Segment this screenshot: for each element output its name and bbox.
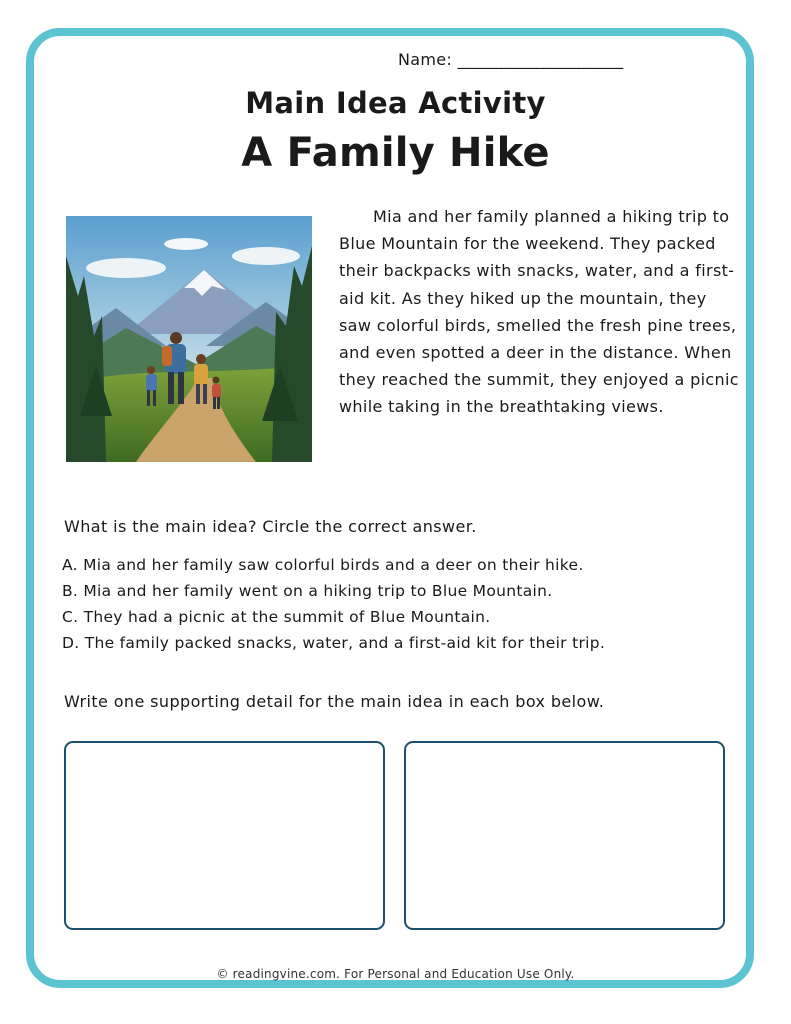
worksheet-title: A Family Hike — [241, 130, 550, 176]
option-b[interactable]: B. Mia and her family went on a hiking trip to Blue Mountain. — [62, 582, 553, 600]
copyright-footer: © readingvine.com. For Personal and Education Use Only. — [216, 967, 575, 981]
option-c[interactable]: C. They had a picnic at the summit of Blue Mountain. — [62, 608, 491, 626]
passage-text: Mia and her family planned a hiking trip to Blue Mountain for the weekend. They packed their backpacks with snacks, water, and a first-aid kit. As they hiked up the mountain, they saw colorful birds, smelled the fresh pine trees, and even spotted a deer in the distance. When they reached the summit, they enjoyed a picnic while taking in the breathtaking views. — [339, 207, 739, 417]
main-idea-question: What is the main idea? Circle the correct answer. — [64, 517, 477, 536]
supporting-detail-box-2[interactable] — [404, 741, 725, 930]
option-d[interactable]: D. The family packed snacks, water, and a first-aid kit for their trip. — [62, 634, 606, 652]
reading-passage — [339, 203, 739, 421]
answer-options — [62, 552, 605, 656]
supporting-detail-box-1[interactable] — [64, 741, 385, 930]
activity-subtitle: Main Idea Activity — [245, 86, 546, 120]
family-hike-illustration — [66, 216, 312, 462]
supporting-detail-instruction: Write one supporting detail for the main idea in each box below. — [64, 692, 605, 711]
name-field-label: Name: ____________________ — [398, 50, 624, 69]
option-a[interactable]: A. Mia and her family saw colorful birds and a deer on their hike. — [62, 556, 584, 574]
